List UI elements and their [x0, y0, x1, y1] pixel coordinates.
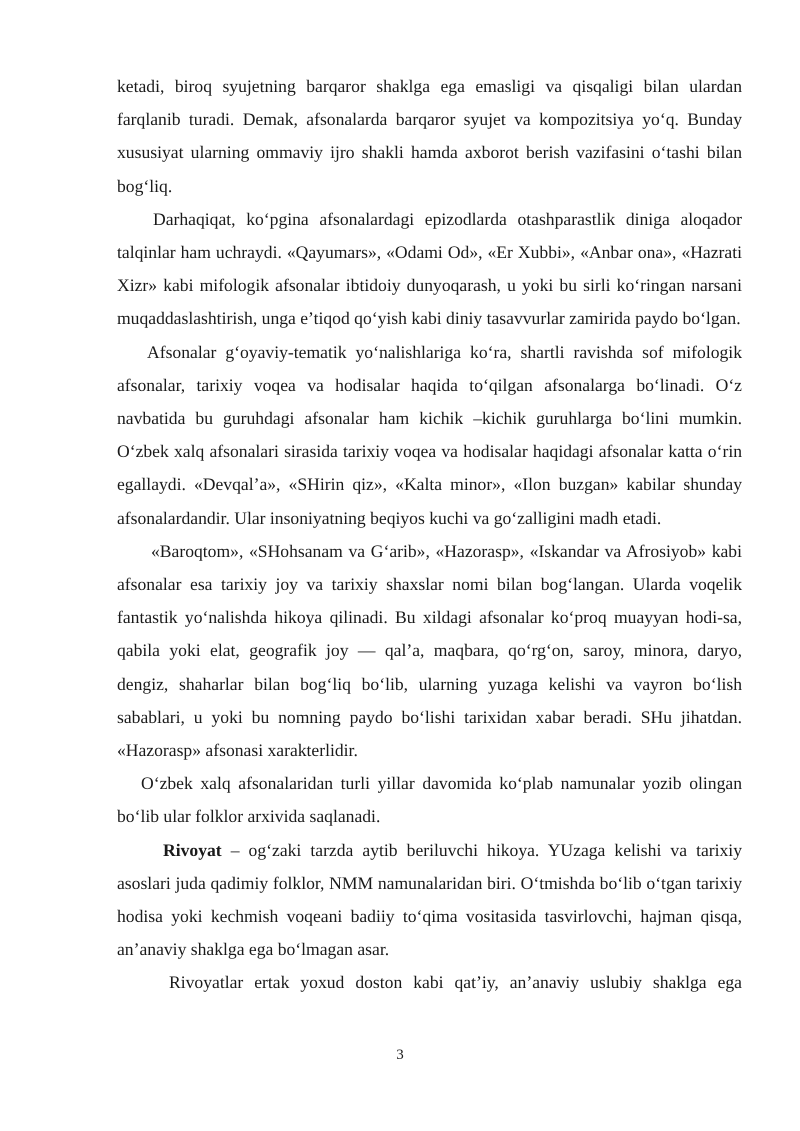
text-body — [117, 70, 742, 1000]
paragraph-6-rivoyat-definition — [117, 834, 742, 967]
paragraph-1: ketadi, biroq syujetning barqaror shaklga ega emasligi va qisqaligi bilan ulardan farqlanib turadi. Demak, afsonalarda barqaror syujet va kompozitsiya yo‘q. Bunday xususiyat ularning ommaviy ijro shakli hamda axborot berish vazifasini o‘tashi bilan bog‘liq. — [117, 76, 742, 196]
paragraph-2: Darhaqiqat, ko‘pgina afsonalardagi epizodlarda otashparastlik diniga aloqador talqinlar ham uchraydi. «Qayumars», «Odami Od», «Er Xubbi», «Anbar ona», «Hazrati Xizr» kabi mifologik afsonalar ibtidoiy dunyoqarash, u yoki bu sirli ko‘ringan narsani muqaddaslashtirish, unga e’tiqod qo‘yish kabi diniy tasavvurlar zamirida paydo bo‘lgan. — [117, 208, 742, 329]
paragraph-7: Rivoyatlar ertak yoxud doston kabi qat’iy, an’anaviy uslubiy shaklga ega — [169, 972, 742, 993]
paragraph-4: «Baroqtom», «SHohsanam va G‘arib», «Hazorasp», «Iskandar va Afrosiyob» kabi afsonalar esa tarixiy joy va tarixiy shaxslar nomi bilan bog‘langan. Ularda voqelik fantastik yo‘nalishda hikoya qilinadi. Bu xildagi afsonalar ko‘proq muayyan hodi-sa, qabila yoki elat, geografik joy — qal’a, maqbara, qo‘rg‘on, saroy, minora, daryo, dengiz, shaharlar bilan bog‘liq bo‘lib, ularning yuzaga kelishi va vayron bo‘lish sabablari, u yoki bu nomning paydo bo‘lishi tarixidan xabar beradi. SHu jihatdan. «Hazorasp» afsonasi xarakterlidir. — [117, 540, 742, 761]
paragraph-5: O‘zbek xalq afsonalaridan turli yillar davomida ko‘plab namunalar yozib olingan bo‘lib ular folklor arxivida saqlanadi. — [117, 773, 742, 827]
term-rivoyat: Rivoyat — [163, 839, 222, 860]
page-number: 3 — [396, 1047, 404, 1063]
paragraph-3: Afsonalar g‘oyaviy-tematik yo‘nalishlariga ko‘ra, shartli ravishda sof mifologik afsonalar, tarixiy voqea va hodisalar haqida to‘qilgan afsonalarga bo‘linadi. O‘z navbatida bu guruhdagi afsonalar ham kichik –kichik guruhlarga bo‘lini mumkin. O‘zbek xalq afsonalari sirasida tarixiy voqea va hodisalar haqidagi afsonalar katta o‘rin egallaydi. «Devqal’a», «SHirin qiz», «Kalta minor», «Ilon buzgan» kabilar shunday afsonalardandir. Ular insoniyatning beqiyos kuchi va go‘zalligini madh etadi. — [117, 341, 742, 528]
definition-text: – og‘zaki tarzda aytib beriluvchi hikoya. YUzaga kelishi va tarixiy asoslari juda qadimiy folklor, NMM namunalaridan biri. O‘tmishda bo‘lib o‘tgan tarixiy hodisa yoki kechmish voqeani badiiy to‘qima vositasida tasvirlovchi, hajman qisqa, an’anaviy shaklga ega bo‘lmagan asar. — [117, 839, 742, 960]
